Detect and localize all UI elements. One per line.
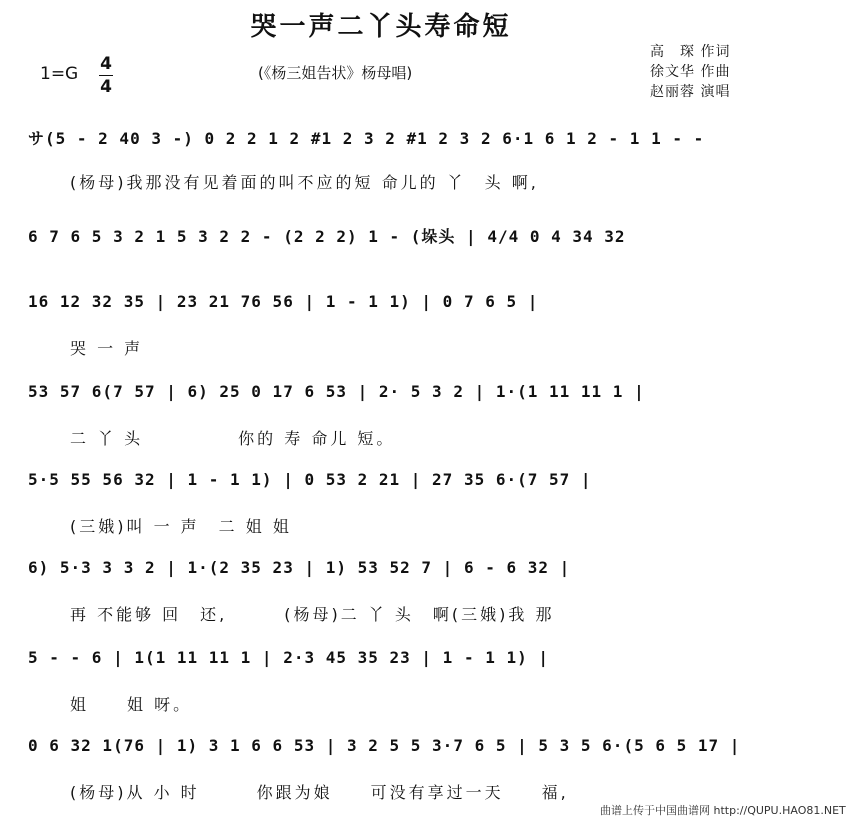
time-bar [99,75,113,76]
score-row-notes: 5 - - 6 | 1(1 11 11 1 | 2·3 45 35 23 | 1 - 1 1) | [28,648,550,667]
score-row-notes: 6 7 6 5 3 2 1 5 3 2 2 - (2 2 2) 1 - (垛头 | 4/4 0 4 34 32 [28,227,626,246]
score-row-notes: 6) 5·3 3 3 2 | 1·(2 35 23 | 1) 53 52 7 | 6 - 6 32 | [28,558,571,577]
credit-composer: 徐文华 作曲 [650,64,731,80]
time-signature [99,54,113,97]
score-row-lyrics: 二 丫 头 你的 寿 命儿 短。 [70,429,396,448]
page-title: 哭一声二丫头寿命短 [250,12,512,42]
score-row-lyrics: 姐 姐 呀。 [70,695,193,714]
score-row-lyrics: 再 不能够 回 还, (杨母)二 丫 头 啊(三娥)我 那 [70,605,555,624]
time-bottom: 4 [100,77,112,97]
subtitle: (《杨三姐告状》杨母唱) [258,64,413,82]
watermark: 曲谱上传于中国曲谱网 http://QUPU.HAO81.NET [600,804,846,817]
key-signature: 1=G [40,64,79,84]
score-row-lyrics: (三娥)叫 一 声 二 姐 姐 [70,517,292,536]
score-row-notes: 16 12 32 35 | 23 21 76 56 | 1 - 1 1) | 0 7 6 5 | [28,292,539,311]
time-top: 4 [100,54,112,74]
score-row-lyrics: (杨母)我那没有见着面的叫不应的短 命儿的 丫 头 啊, [70,173,539,192]
score-row-lyrics: (杨母)从 小 时 你跟为娘 可没有享过一天 福, [70,783,569,802]
credits [650,42,730,102]
score-row-notes: サ(5 - 2 40 3 -) 0 2 2 1 2 #1 2 3 2 #1 2 3 2 6·1 6 1 2 - 1 1 - - [28,129,705,148]
score-row-notes: 0 6 32 1(76 | 1) 3 1 6 6 53 | 3 2 5 5 3·7 6 5 | 5 3 5 6·(5 6 5 17 | [28,736,741,755]
score-row-notes: 5·5 55 56 32 | 1 - 1 1) | 0 53 2 21 | 27 35 6·(7 57 | [28,470,592,489]
score-row-lyrics: 哭 一 声 [70,339,144,358]
score-row-notes: 53 57 6(7 57 | 6) 25 0 17 6 53 | 2· 5 3 2 | 1·(1 11 11 1 | [28,382,645,401]
credit-lyricist: 高 琛 作词 [650,44,731,60]
credit-singer: 赵丽蓉 演唱 [650,84,731,100]
